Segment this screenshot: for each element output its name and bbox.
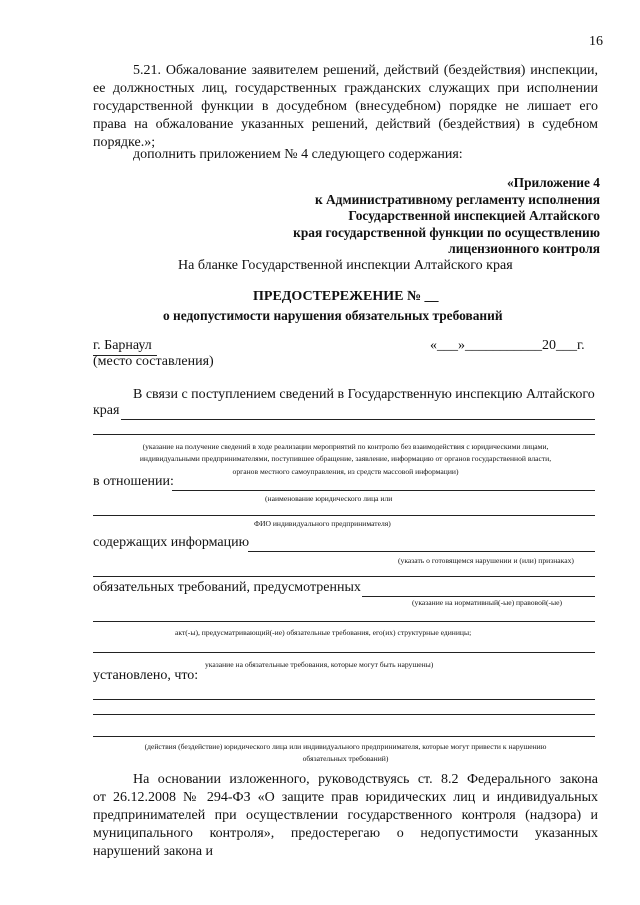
field-line [93, 714, 595, 715]
paragraph-line: 5.21. Обжалование заявителем решений, действий (бездействия) инспекции, [133, 63, 598, 78]
letterhead-note: На бланке Государственной инспекции Алтайского края [178, 258, 513, 273]
field-line [93, 434, 595, 435]
regarding-label: в отношении: [93, 474, 174, 489]
paragraph-line: права на обжалование указанных решений, действий (бездействия) в судебном [93, 117, 598, 132]
paragraph-line: ее должностных лиц, государственных гражданских служащих при исполнении [93, 81, 598, 96]
field-line [93, 736, 595, 737]
hint-violation: (указать о готовящемся нарушении и (или) признаках) [398, 556, 574, 565]
field-line [172, 490, 595, 491]
hint-act-2: акт(-ы), предусматривающий(-ие) обязательные требования, его(их) структурные единицы; [175, 628, 472, 637]
appendix-line: к Административному регламенту исполнения [314, 191, 600, 207]
document-title: ПРЕДОСТЕРЕЖЕНИЕ № __ [253, 289, 439, 304]
hint-line: (указание на получение сведений в ходе реализации мероприятий по контролю без взаимодействия с юридическими лицами, [142, 442, 549, 451]
appendix-header [293, 175, 600, 258]
paragraph-line: муниципального контроля», предостерегаю о недопустимости указанных [93, 826, 598, 841]
paragraph-line: предпринимателей при осуществлении государственного контроля (надзора) и [93, 808, 598, 823]
hint-actions [93, 741, 598, 766]
paragraph-5-21 [93, 62, 598, 152]
field-line [93, 576, 595, 577]
place-caption: (место составления) [93, 354, 214, 369]
date-template: «___»___________20___г. [430, 338, 585, 353]
hint-name-1: (наименование юридического лица или [265, 494, 393, 503]
field-line [93, 621, 595, 622]
hint-line: обязательных требований) [302, 754, 389, 764]
field-line [93, 652, 595, 653]
containing-label: содержащих информацию [93, 535, 250, 550]
field-line [121, 419, 595, 420]
document-subtitle: о недопустимости нарушения обязательных требований [163, 308, 503, 323]
appendix-line: Государственной инспекцией Алтайского [348, 208, 600, 223]
supplement-line: дополнить приложением № 4 следующего содержания: [133, 147, 463, 162]
hint-line: (действия (бездействие) юридического лица или индивидуального предпринимателя, которые могут привести к нарушению [144, 742, 547, 751]
field-line [93, 515, 595, 516]
paragraph-line: нарушений закона и [93, 844, 214, 859]
field-line [248, 551, 595, 552]
field-line [362, 596, 595, 597]
intro-line-1: В связи с поступлением сведений в Государственную инспекцию Алтайского [133, 387, 595, 402]
paragraph-line: от 26.12.2008 № 294-ФЗ «О защите прав юридических лиц и индивидуальных [93, 790, 598, 805]
requirements-label: обязательных требований, предусмотренных [93, 580, 361, 595]
closing-paragraph [93, 771, 598, 861]
paragraph-line: На основании изложенного, руководствуясь ст. 8.2 Федерального закона [133, 772, 598, 787]
paragraph-line: государственной функции в досудебном (внесудебном) порядке не лишает его [93, 99, 598, 114]
appendix-line: лицензионного контроля [448, 241, 600, 256]
paragraph-line: порядке.»; [93, 135, 156, 150]
appendix-line: края государственной функции по осуществлению [293, 224, 600, 240]
page-number: 16 [589, 34, 603, 49]
place-city: г. Барнаул [93, 338, 152, 353]
appendix-line: «Приложение 4 [506, 175, 600, 190]
field-line [93, 699, 595, 700]
hint-name-2: ФИО индивидуального предпринимателя) [254, 519, 391, 528]
established-label: установлено, что: [93, 668, 199, 683]
hint-line: органов местного самоуправления, из средств массовой информации) [232, 466, 459, 476]
intro-line-2: края [93, 403, 120, 418]
hint-requirements: указание на обязательные требования, которые могут быть нарушены) [205, 660, 434, 669]
hint-act-1: (указание на нормативный(-ые) правовой(-ые) [412, 598, 563, 607]
hint-line: индивидуальными предпринимателями, поступившее обращение, заявление, информацию от органов государственной власти, [139, 454, 552, 464]
